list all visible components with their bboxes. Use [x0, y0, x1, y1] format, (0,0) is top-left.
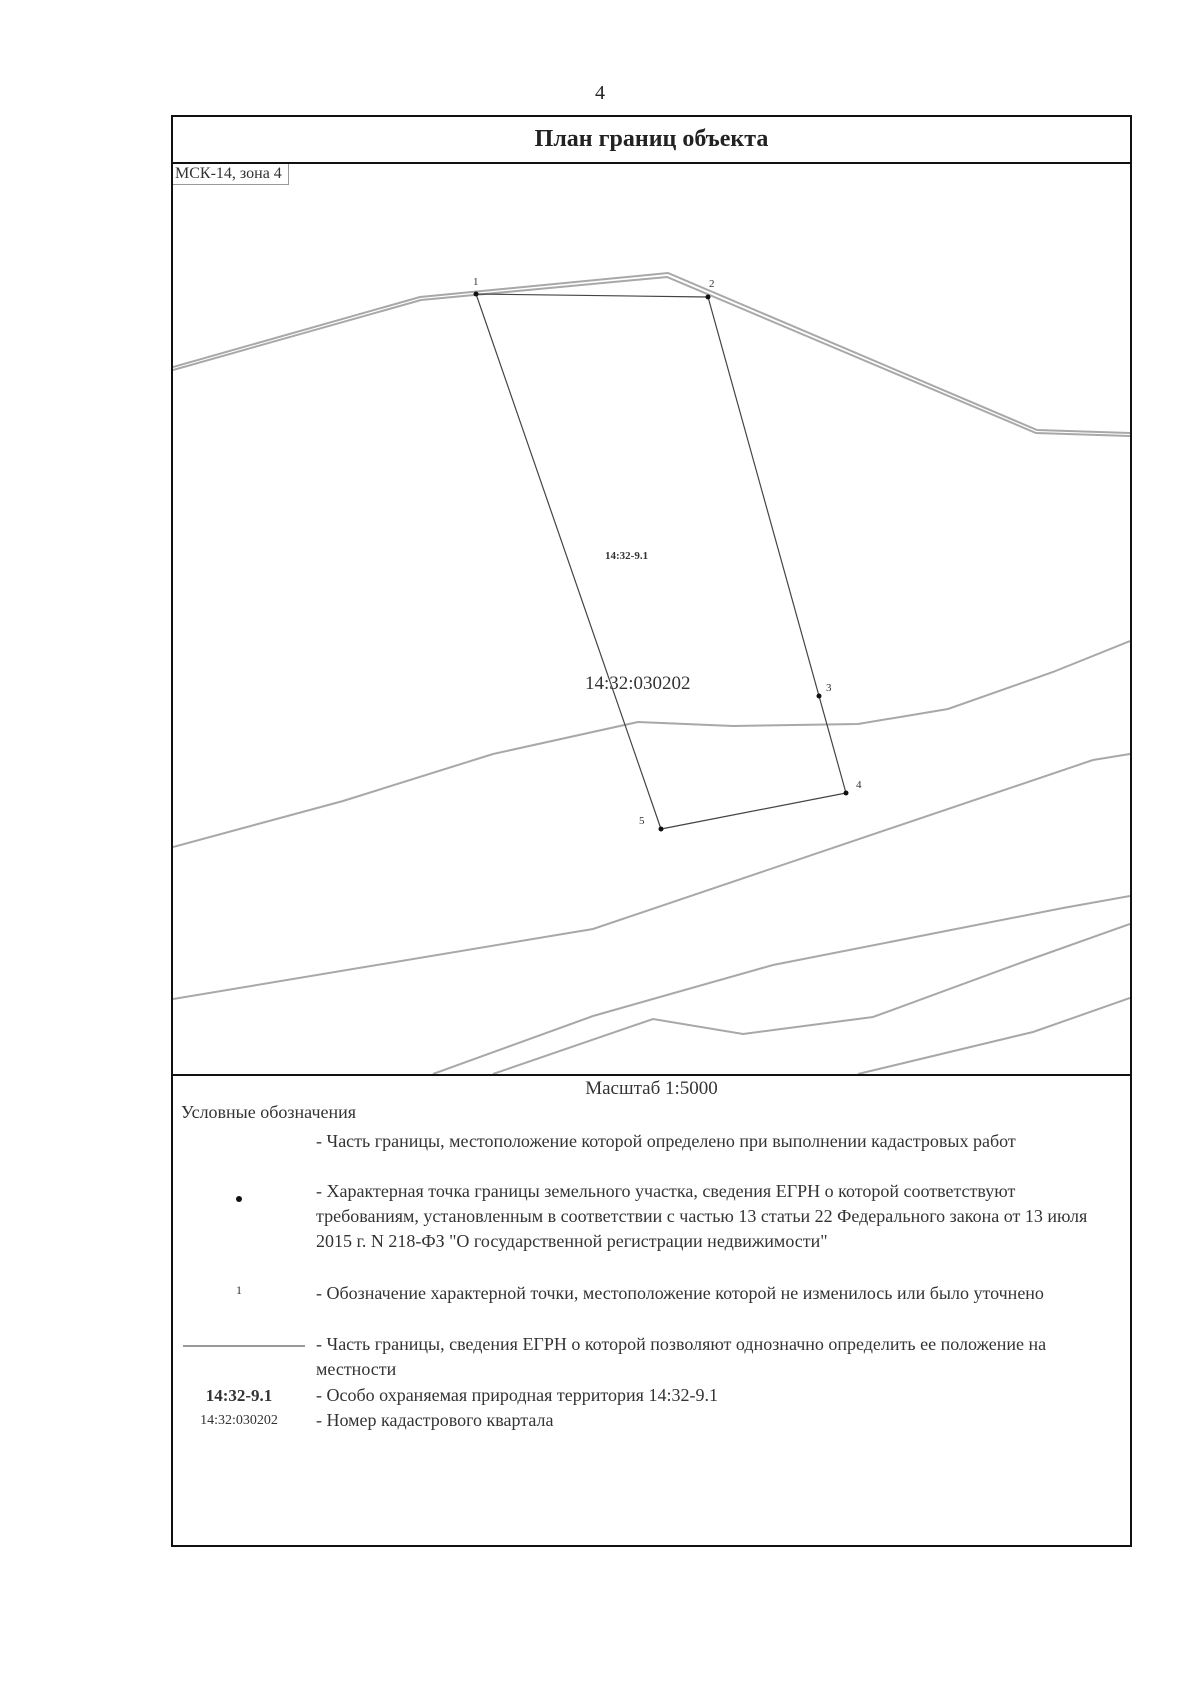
- legend-symbol-number: 1: [236, 1283, 242, 1297]
- legend-text: - Характерная точка границы земельного участка, сведения ЕГРН о которой соответствуют требованиям, установленным в соответствии с частью 13 статьи 22 Федерального закона от 13 июля 2015 г. N 218-ФЗ "О государственной регистрации недвижимости": [316, 1181, 1088, 1251]
- point-dot-icon: [236, 1196, 242, 1202]
- boundary-point-2: [706, 295, 711, 300]
- boundary-point-3: [817, 694, 822, 699]
- scale-label: Масштаб 1:5000: [173, 1074, 1130, 1104]
- legend-text: - Номер кадастрового квартала: [316, 1410, 554, 1430]
- surveyed-boundary: [476, 294, 846, 829]
- point-label-4: 4: [856, 779, 862, 791]
- legend-symbol-quarter: 14:32:030202: [200, 1413, 278, 1428]
- map-canvas: [173, 164, 1130, 1074]
- point-label-5: 5: [639, 815, 645, 827]
- parcel-label: 14:32-9.1: [605, 550, 649, 562]
- boundary-point-1: [474, 292, 479, 297]
- point-label-3: 3: [826, 682, 832, 694]
- point-label-1: 1: [473, 276, 479, 288]
- egrn-boundary-line-upper-a: [173, 273, 1130, 433]
- egrn-boundary-line-low-b: [433, 896, 1130, 1074]
- legend-text: - Обозначение характерной точки, местоположение которой не изменилось или было уточнено: [316, 1283, 1044, 1303]
- crs-label: МСК-14, зона 4: [173, 164, 289, 185]
- page-number: 4: [595, 82, 605, 104]
- boundary-point-5: [659, 827, 664, 832]
- boundary-point-4: [844, 791, 849, 796]
- plan-frame: [171, 115, 1132, 1547]
- legend-text: - Часть границы, сведения ЕГРН о которой позволяют однозначно определить ее положение на местности: [316, 1334, 1047, 1379]
- quarter-label: 14:32:030202: [585, 673, 691, 694]
- plan-title: План границ объекта: [173, 117, 1130, 164]
- legend-text: - Особо охраняемая природная территория 14:32-9.1: [316, 1385, 718, 1405]
- legend-line-icon: [183, 1345, 305, 1347]
- legend-symbol-parcel: 14:32-9.1: [205, 1386, 273, 1405]
- egrn-boundary-line-low-a: [173, 754, 1130, 999]
- legend-text: - Часть границы, местоположение которой определено при выполнении кадастровых работ: [316, 1131, 1016, 1151]
- point-label-2: 2: [709, 278, 715, 290]
- egrn-boundary-line-upper-b: [173, 277, 1130, 436]
- egrn-boundary-line-low-d: [858, 998, 1130, 1074]
- legend-title: Условные обозначения: [181, 1102, 357, 1122]
- egrn-boundary-line-mid: [173, 641, 1130, 847]
- boundary-map: [173, 164, 1130, 1074]
- egrn-boundary-line-low-c: [493, 924, 1130, 1074]
- legend-symbol-dot: [173, 1189, 305, 1199]
